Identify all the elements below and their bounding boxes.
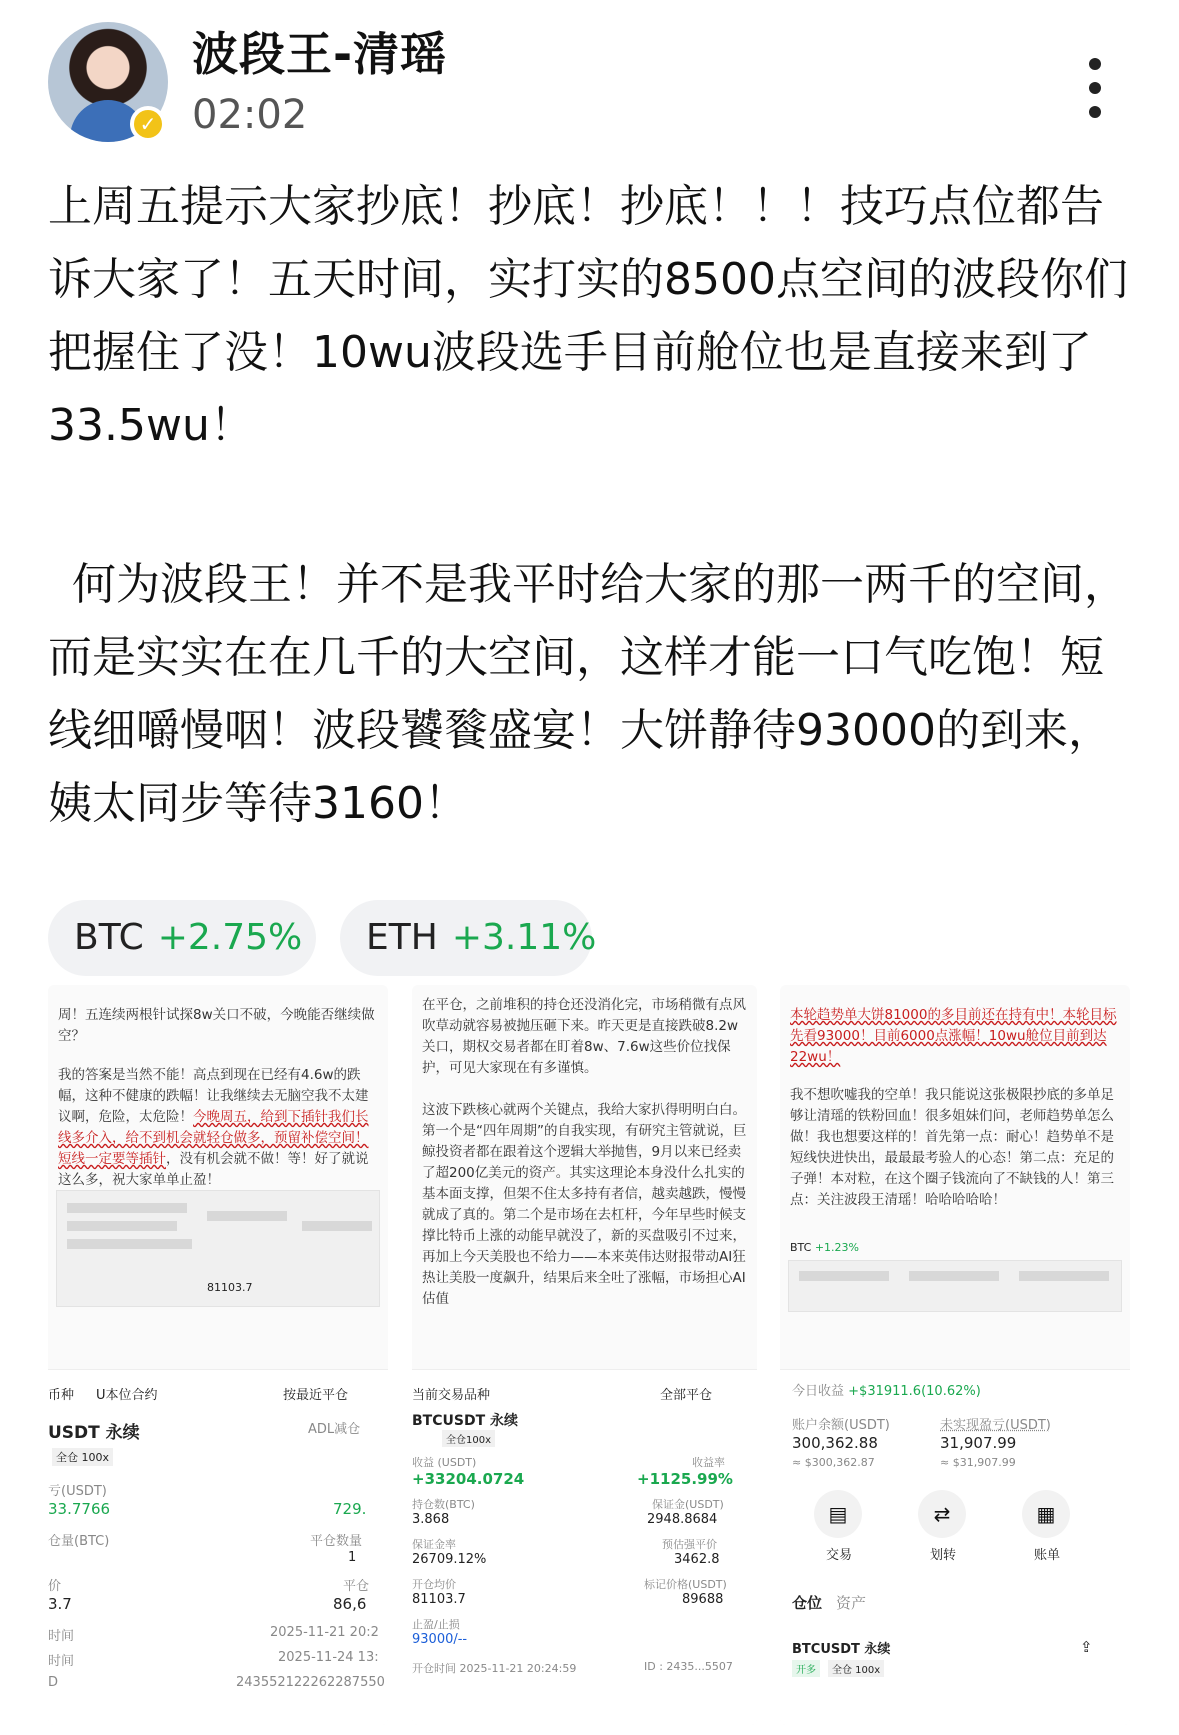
shot1-thumbnails bbox=[56, 1190, 380, 1307]
tp-value[interactable]: 93000/-- bbox=[412, 1632, 468, 1647]
shot3-symbol: BTCUSDT 永续 bbox=[792, 1642, 891, 1657]
transfer-icon[interactable]: ⇄ bbox=[918, 1490, 966, 1538]
author-name[interactable]: 波段王-清瑶 bbox=[192, 27, 448, 81]
image-1[interactable] bbox=[48, 985, 388, 1725]
tag-symbol: ETH bbox=[366, 917, 438, 958]
upnl-value: 31,907.99 bbox=[940, 1434, 1017, 1452]
shot1-text-red: 今晚周五，给到下插针我们长线多介入，给不到机会就轻仓做多，预留补偿空间！短线一定要等插针 bbox=[58, 1109, 369, 1167]
shot1-text-1: 周！五连续两根针试探8w关口不破，今晚能否继续做空？ bbox=[58, 1007, 375, 1044]
size-value: 1 bbox=[348, 1550, 357, 1565]
share-icon[interactable]: ⇪ bbox=[1080, 1638, 1093, 1656]
price-label: 价 bbox=[48, 1579, 62, 1594]
side-badge: 开多 bbox=[792, 1660, 820, 1677]
balance-label: 账户余额(USDT) bbox=[792, 1418, 890, 1433]
pnl-value-2: 729. bbox=[333, 1500, 367, 1518]
upnl-usd: ≈ $31,907.99 bbox=[940, 1456, 1016, 1469]
today-pnl-value: +$31911.6(10.62%) bbox=[848, 1384, 981, 1399]
open-time: 2025-11-21 20:2 bbox=[270, 1625, 379, 1640]
liq-label: 预估强平价 bbox=[662, 1538, 717, 1551]
shot3-red-text: 本轮趋势单大饼81000的多目前还在持有中！本轮目标先看93000！目前6000点涨幅！10wu舱位目前到达22wu！ bbox=[790, 1007, 1117, 1065]
filter-sort[interactable]: 按最近平仓 bbox=[283, 1388, 349, 1403]
more-options-icon[interactable] bbox=[1088, 58, 1102, 138]
trade-label[interactable]: 交易 bbox=[826, 1548, 853, 1563]
bill-label[interactable]: 账单 bbox=[1034, 1548, 1061, 1563]
margin-ratio-value: 26709.12% bbox=[412, 1552, 487, 1567]
filter-coin[interactable]: 币种 bbox=[48, 1388, 75, 1403]
shot1-position-panel bbox=[48, 1369, 388, 1725]
verified-badge-icon: ✓ bbox=[130, 106, 166, 142]
pnl-value: +33204.0724 bbox=[412, 1470, 525, 1488]
position-id: ID : 2435...5507 bbox=[644, 1660, 733, 1673]
btc-mini-change: +1.23% bbox=[814, 1241, 859, 1254]
shot1-text-2a: 我的答案是当然不能！高点到现在已经有4.6w的跌幅，这种不健康的跌幅！让我继续去无脑空我不太建议啊，危险，太危险！ bbox=[58, 1067, 369, 1125]
tag-btc[interactable] bbox=[48, 900, 316, 976]
trade-icon[interactable]: ▤ bbox=[814, 1490, 862, 1538]
shot2-position-panel bbox=[412, 1369, 757, 1725]
liq-value: 3462.8 bbox=[674, 1552, 720, 1567]
adl-label: ADL减仓 bbox=[308, 1422, 361, 1437]
tag-eth[interactable] bbox=[340, 900, 597, 976]
shot1-text-2 bbox=[58, 1065, 378, 1191]
post-time: 02:02 bbox=[192, 92, 308, 138]
margin-value: 2948.8684 bbox=[647, 1512, 718, 1527]
balance-value: 300,362.88 bbox=[792, 1434, 878, 1452]
margin-label: 保证金(USDT) bbox=[652, 1498, 724, 1511]
id-value: 243552122262287550 bbox=[236, 1675, 385, 1690]
roi-label: 收益率 bbox=[692, 1456, 725, 1469]
leverage-badge: 全仓 100x bbox=[52, 1448, 113, 1466]
margin-ratio-label: 保证金率 bbox=[412, 1538, 456, 1551]
roi-value: +1125.99% bbox=[637, 1470, 733, 1488]
transfer-label[interactable]: 划转 bbox=[930, 1548, 957, 1563]
price-label-2: 平仓 bbox=[343, 1579, 370, 1594]
shot1-text-3: ，没有机会就不做！等！好了就说这么多，祝大家单单止盈！ bbox=[58, 1151, 369, 1188]
mark-label: 标记价格(USDT) bbox=[644, 1578, 727, 1591]
pnl-value: 33.7766 bbox=[48, 1500, 111, 1518]
mark-value: 89688 bbox=[682, 1592, 724, 1607]
tp-label: 止盈/止损 bbox=[412, 1618, 460, 1631]
size-label: 持仓数(BTC) bbox=[412, 1498, 475, 1511]
post-header bbox=[0, 0, 1179, 160]
close-time: 2025-11-24 13: bbox=[278, 1650, 379, 1665]
pnl-label: 亏(USDT) bbox=[48, 1484, 107, 1499]
image-3[interactable] bbox=[780, 985, 1130, 1725]
size-label-2: 平仓数量 bbox=[310, 1534, 363, 1549]
size-value: 3.868 bbox=[412, 1512, 450, 1527]
entry-value: 81103.7 bbox=[412, 1592, 466, 1607]
tab-assets[interactable]: 资产 bbox=[836, 1594, 867, 1612]
thumb-value: 81103.7 bbox=[207, 1281, 253, 1294]
tab-current[interactable]: 当前交易品种 bbox=[412, 1388, 491, 1403]
post-paragraph-1: 上周五提示大家抄底！抄底！抄底！！！技巧点位都告诉大家了！五天时间，实打实的8500点空间的波段你们把握住了没！10wu波段选手目前舱位也是直接来到了33.5wu！ bbox=[48, 181, 1128, 451]
shot2-text-2: 这波下跌核心就两个关键点，我给大家扒得明明白白。第一个是“四年周期”的自我实现，有研究主管就说，巨鲸投资者都在跟着这个逻辑大举抛售，9月以来已经卖了超200亿美元的资产。其实这理论本身没什么扎实的基本面支撑，但架不住太多持有者信，越卖越跌，慢慢就成了真的。第二个是市场在去杠杆，今年早些时候支撑比特币上涨的动能早就没了，新的买盘吸引不过来，再加上今天美股也不给力——本来英伟达财报带动AI狂热让美股一度飙升，结果后来全吐了涨幅，市场担心AI估值 bbox=[422, 1102, 747, 1307]
shot3-thumbnails bbox=[788, 1260, 1122, 1312]
balance-usd: ≈ $300,362.87 bbox=[792, 1456, 875, 1469]
tab-positions[interactable]: 仓位 bbox=[792, 1594, 823, 1612]
bill-icon[interactable]: ▦ bbox=[1022, 1490, 1070, 1538]
shot3-text: 我不想吹嘘我的空单！我只能说这张极限抄底的多单足够让清瑶的铁粉回血！很多姐妹们问，老师趋势单怎么做！我也想要这样的！首先第一点：耐心！趋势单不是短线快进快出，最最最考验人的心态！第二点：充足的子弹！本对粒，在这个圈子钱流向了不缺钱的人！第三点：关注波段王清瑶！哈哈哈哈哈！ bbox=[790, 1087, 1114, 1208]
filter-contract[interactable]: U本位合约 bbox=[96, 1388, 158, 1403]
leverage-badge: 全仓100x bbox=[442, 1430, 495, 1447]
tag-symbol: BTC bbox=[74, 917, 144, 958]
price-value: 3.7 bbox=[48, 1595, 72, 1613]
today-pnl[interactable] bbox=[792, 1380, 981, 1399]
upnl-label[interactable]: 未实现盈亏(USDT) bbox=[940, 1418, 1051, 1433]
shot2-text-1: 在平仓，之前堆积的持仓还没消化完，市场稍微有点风吹草动就容易被抛压砸下来。昨天更是直接跌破8.2w关口，期权交易者都在盯着8w、7.6w这些价位找保护，可见大家现在有多谨慎。 bbox=[422, 997, 746, 1076]
close-all-button[interactable]: 全部平仓 bbox=[660, 1388, 713, 1403]
tag-change: +3.11% bbox=[451, 917, 597, 958]
btc-mini-symbol: BTC bbox=[790, 1241, 812, 1254]
tag-change: +2.75% bbox=[157, 917, 303, 958]
price-value-2: 86,6 bbox=[333, 1595, 367, 1613]
open-time: 开仓时间 2025-11-21 20:24:59 bbox=[412, 1662, 577, 1675]
entry-label: 开仓均价 bbox=[412, 1578, 456, 1591]
shot2-symbol: BTCUSDT 永续 bbox=[412, 1413, 518, 1429]
pnl-label: 收益 (USDT) bbox=[412, 1456, 477, 1469]
open-time-label: 时间 bbox=[48, 1629, 75, 1644]
id-label: D bbox=[48, 1675, 59, 1690]
shot1-symbol: USDT 永续 bbox=[48, 1423, 140, 1443]
today-pnl-label: 今日收益 bbox=[792, 1384, 845, 1399]
size-label: 仓量(BTC) bbox=[48, 1534, 110, 1549]
post-paragraph-2: 何为波段王！并不是我平时给大家的那一两千的空间，而是实实在在几千的大空间，这样才能一口气吃饱！短线细嚼慢咽！波段饕餮盛宴！大饼静待93000的到来，姨太同步等待3160！ bbox=[48, 559, 1128, 829]
image-2[interactable] bbox=[412, 985, 757, 1725]
btc-mini-tag bbox=[790, 1241, 859, 1254]
close-time-label: 时间 bbox=[48, 1654, 75, 1669]
leverage-badge: 全仓 100x bbox=[828, 1660, 884, 1677]
shot3-account-panel bbox=[780, 1369, 1130, 1725]
